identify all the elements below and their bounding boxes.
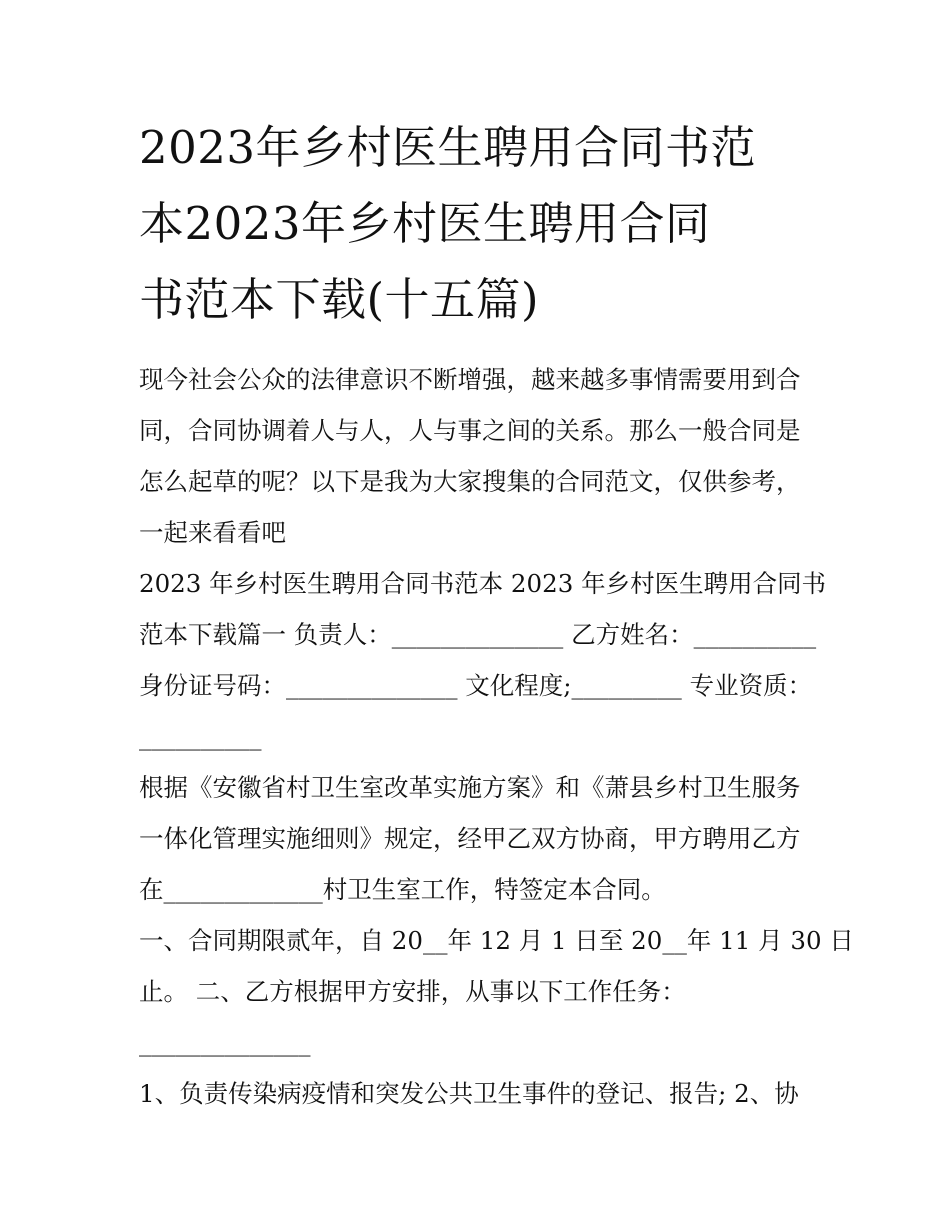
body-line: 2023 年乡村医生聘用合同书范本 2023 年乡村医生聘用合同书	[139, 569, 827, 598]
title-line: 本2023年乡村医生聘用合同	[139, 197, 711, 250]
title-line: 2023年乡村医生聘用合同书范	[139, 121, 757, 174]
document-title	[139, 110, 829, 338]
document-page	[139, 110, 854, 1119]
body-line: 1、负责传染病疫情和突发公共卫生事件的登记、报告; 2、协	[139, 1079, 799, 1108]
body-line: 一起来看看吧	[139, 518, 286, 547]
body-line: 止。 二、乙方根据甲方安排，从事以下工作任务：	[139, 977, 686, 1006]
body-line: ______________	[139, 1028, 311, 1057]
body-line: 范本下载篇一 负责人：______________ 乙方姓名：__________	[139, 620, 817, 649]
body-line: 在_____________村卫生室工作，特签定本合同。	[139, 875, 666, 904]
body-line: 现今社会公众的法律意识不断增强，越来越多事情需要用到合	[139, 365, 801, 394]
body-line: 一体化管理实施细则》规定，经甲乙双方协商，甲方聘用乙方	[139, 824, 801, 853]
document-body	[139, 354, 854, 1119]
body-line: 一、合同期限贰年，自 20__年 12 月 1 日至 20__年 11 月 30 日	[139, 926, 854, 955]
title-line: 书范本下载(十五篇)	[139, 273, 540, 326]
body-line: 怎么起草的呢？以下是我为大家搜集的合同范文，仅供参考，	[139, 467, 801, 496]
body-line: 同，合同协调着人与人，人与事之间的关系。那么一般合同是	[139, 416, 801, 445]
body-line: 根据《安徽省村卫生室改革实施方案》和《萧县乡村卫生服务	[139, 773, 801, 802]
body-line: 身份证号码：______________ 文化程度;_________ 专业资质：	[139, 671, 813, 700]
body-line: __________	[139, 722, 262, 751]
